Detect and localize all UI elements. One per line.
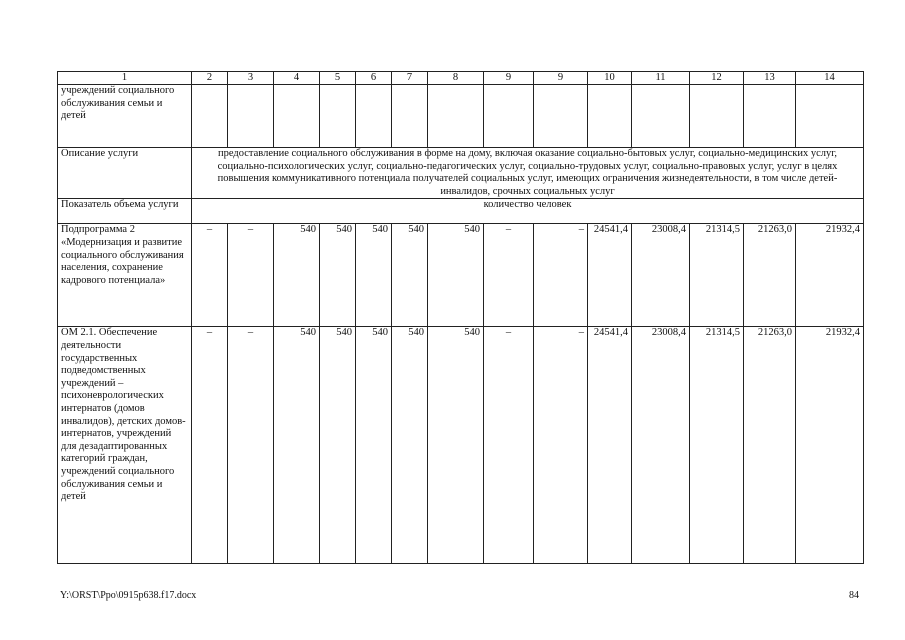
row-label: Подпрограмма 2 «Модернизация и развитие социального обслуживания населения, сохранение кадрового потенциала»: [58, 224, 192, 327]
value-cell: –: [484, 224, 534, 327]
header-cell: 7: [392, 72, 428, 85]
header-cell: 11: [632, 72, 690, 85]
empty-cell: [588, 85, 632, 148]
volume-indicator-text: количество человек: [192, 199, 864, 224]
header-cell: 9: [484, 72, 534, 85]
value-cell: –: [228, 224, 274, 327]
empty-cell: [690, 85, 744, 148]
value-cell: –: [484, 327, 534, 564]
header-cell: 4: [274, 72, 320, 85]
empty-cell: [796, 85, 864, 148]
row-label: ОМ 2.1. Обеспечение деятельности государственных подведомственных учреждений – психоневрологических интернатов (домов инвалидов), детских домов-интернатов, учреждений для дезадаптированных категорий граждан, учреждений социального обслуживания семьи и детей: [58, 327, 192, 564]
value-cell: –: [192, 224, 228, 327]
header-cell: 12: [690, 72, 744, 85]
value-cell: 540: [428, 224, 484, 327]
table-row-om-2-1: [58, 327, 864, 564]
header-cell: 14: [796, 72, 864, 85]
value-cell: 21932,4: [796, 224, 864, 327]
value-cell: 540: [356, 224, 392, 327]
value-cell: 21314,5: [690, 327, 744, 564]
value-cell: 540: [274, 224, 320, 327]
empty-cell: [484, 85, 534, 148]
value-cell: 24541,4: [588, 327, 632, 564]
value-cell: –: [192, 327, 228, 564]
value-cell: 540: [392, 327, 428, 564]
table-row-service-description: [58, 148, 864, 199]
value-cell: 540: [392, 224, 428, 327]
empty-cell: [392, 85, 428, 148]
value-cell: 540: [356, 327, 392, 564]
empty-cell: [632, 85, 690, 148]
header-cell: 6: [356, 72, 392, 85]
value-cell: 21263,0: [744, 327, 796, 564]
empty-cell: [320, 85, 356, 148]
value-cell: 21932,4: [796, 327, 864, 564]
header-cell: 10: [588, 72, 632, 85]
header-cell: 3: [228, 72, 274, 85]
empty-cell: [534, 85, 588, 148]
empty-cell: [192, 85, 228, 148]
header-cell: 13: [744, 72, 796, 85]
page-number: 84: [849, 590, 859, 601]
value-cell: 23008,4: [632, 224, 690, 327]
file-path: Y:\ORST\Ppo\0915p638.f17.docx: [60, 590, 197, 601]
header-cell: 8: [428, 72, 484, 85]
empty-cell: [428, 85, 484, 148]
header-cell: 9: [534, 72, 588, 85]
value-cell: 540: [320, 224, 356, 327]
row-label: Показатель объема услуги: [58, 199, 192, 224]
value-cell: –: [228, 327, 274, 564]
row-label: Описание услуги: [58, 148, 192, 199]
empty-cell: [228, 85, 274, 148]
header-cell: 1: [58, 72, 192, 85]
value-cell: 23008,4: [632, 327, 690, 564]
value-cell: 540: [320, 327, 356, 564]
value-cell: 21314,5: [690, 224, 744, 327]
data-table: [57, 71, 864, 564]
row-label: учреждений социального обслуживания семьи и детей: [58, 85, 192, 148]
value-cell: 24541,4: [588, 224, 632, 327]
value-cell: –: [534, 224, 588, 327]
service-description-text: предоставление социального обслуживания в форме на дому, включая оказание социально-бытовых услуг, социально-медицинских услуг, социально-психологических услуг, социально-педагогических услуг, социально-трудовых услуг, социально-правовых услуг, услуг в целях повышения коммуникативного потенциала получателей социальных услуг, имеющих ограничения жизнедеятельности, в том числе детей-инвалидов, срочных социальных услуг: [192, 148, 864, 199]
empty-cell: [744, 85, 796, 148]
table-row-volume-indicator: [58, 199, 864, 224]
value-cell: 21263,0: [744, 224, 796, 327]
value-cell: –: [534, 327, 588, 564]
header-cell: 2: [192, 72, 228, 85]
empty-cell: [356, 85, 392, 148]
table-row-institutions: [58, 85, 864, 148]
value-cell: 540: [428, 327, 484, 564]
value-cell: 540: [274, 327, 320, 564]
header-cell: 5: [320, 72, 356, 85]
header-row: [58, 72, 864, 85]
empty-cell: [274, 85, 320, 148]
table-row-subprogram-2: [58, 224, 864, 327]
